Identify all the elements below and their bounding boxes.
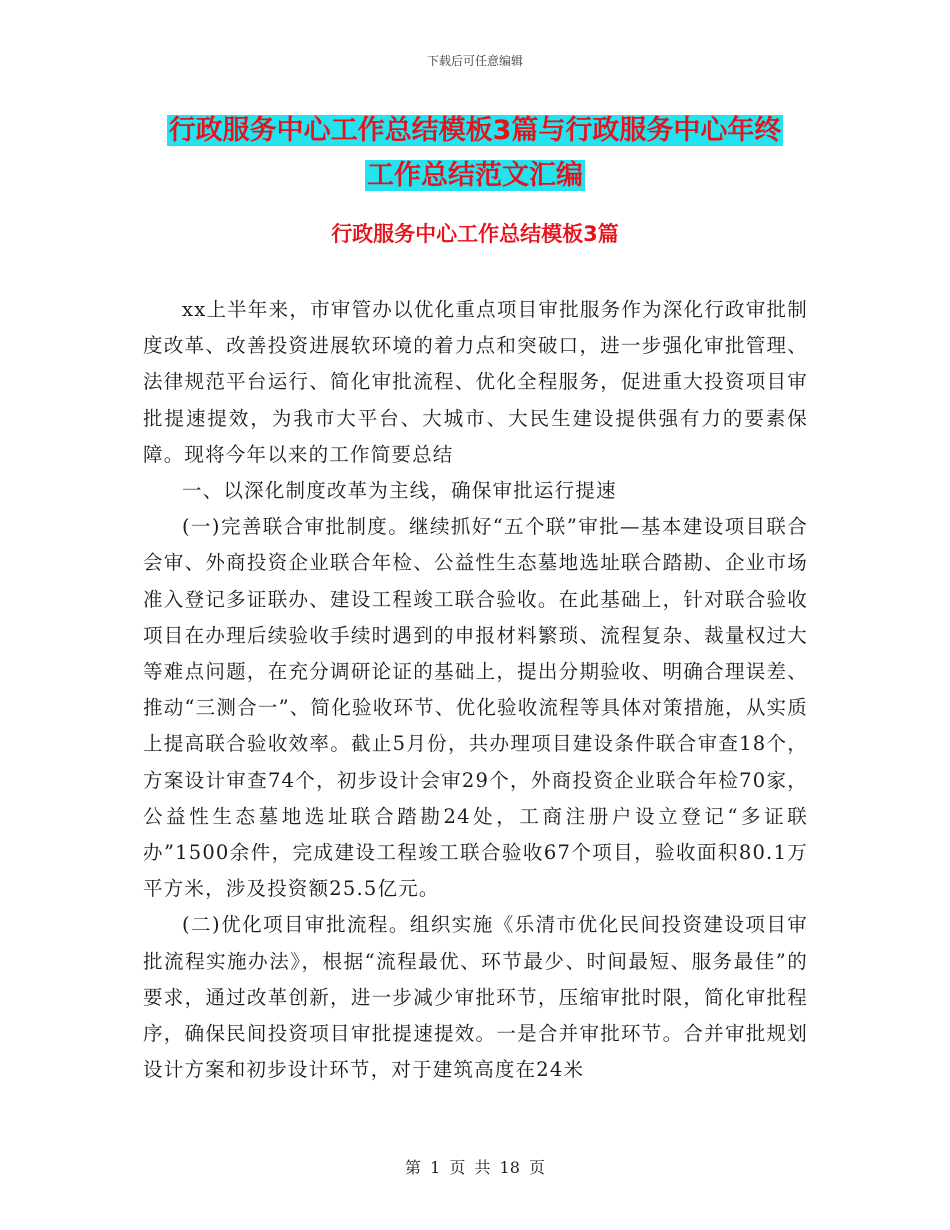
document-body: [143, 292, 808, 1088]
document-title: [140, 108, 810, 198]
page-header-note: 下载后可任意编辑: [426, 54, 523, 68]
section-title: 行政服务中心工作总结模板3篇: [331, 222, 619, 246]
document-title-line-2: 工作总结范文汇编: [367, 160, 583, 191]
paragraph-heading-1: 一、以深化制度改革为主线，确保审批运行提速: [182, 479, 617, 503]
paragraph-intro: xx上半年来，市审管办以优化重点项目审批服务作为深化行政审批制度改革、改善投资进展软环境的着力点和突破口，进一步强化审批管理、法律规范平台运行、简化审批流程、优化全程服务，促进重大投资项目审批提速提效，为我市大平台、大城市、大民生建设提供强有力的要素保障。现将今年以来的工作简要总结: [143, 298, 808, 466]
document-title-line-1: 行政服务中心工作总结模板3篇与行政服务中心年终: [168, 115, 782, 146]
paragraph-joint-approval: (一)完善联合审批制度。继续抓好“五个联”审批—基本建设项目联合会审、外商投资企业联合年检、公益性生态墓地选址联合踏勘、企业市场准入登记多证联办、建设工程竣工联合验收。在此基础上，针对联合验收项目在办理后续验收手续时遇到的申报材料繁琐、流程复杂、裁量权过大等难点问题，在充分调研论证的基础上，提出分期验收、明确合理误差、推动“三测合一”、简化验收环节、优化验收流程等具体对策措施，从实质上提高联合验收效率。截止5月份，共办理项目建设条件联合审查18个，方案设计审查74个，初步设计会审29个，外商投资企业联合年检70家，公益性生态墓地选址联合踏勘24处，工商注册户设立登记“多证联办”1500余件，完成建设工程竣工联合验收67个项目，验收面积80.1万平方米，涉及投资额25.5亿元。: [143, 515, 808, 901]
page-footer: 第 1 页 共 18 页: [405, 1158, 545, 1177]
paragraph-optimize-process: (二)优化项目审批流程。组织实施《乐清市优化民间投资建设项目审批流程实施办法》，根据“流程最优、环节最少、时间最短、服务最佳”的要求，通过改革创新，进一步减少审批环节，压缩审批时限，简化审批程序，确保民间投资项目审批提速提效。一是合并审批环节。合并审批规划设计方案和初步设计环节，对于建筑高度在24米: [143, 913, 808, 1082]
